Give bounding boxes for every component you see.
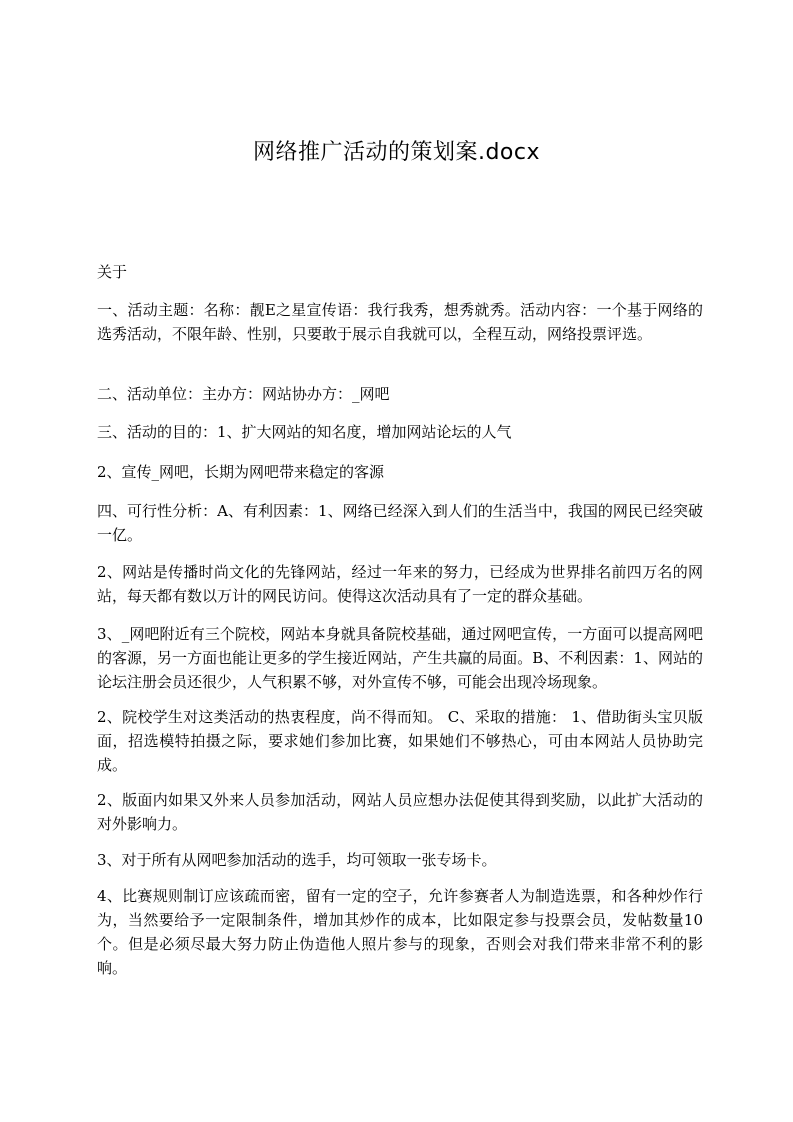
paragraph-promote-cafe: 2、宣传_网吧，长期为网吧带来稳定的客源 — [97, 463, 385, 481]
paragraph-intro: 关于 — [97, 263, 128, 281]
paragraph-competition-rules: 4、比赛规则制订应该疏而密，留有一定的空子，允许参赛者人为制造选票，和各种炒作行为，当然要给予一定限制条件，增加其炒作的成本，比如限定参与投票会员，发帖数量10个。但是必须尽最大努力防止伪造他人照片参与的现象，否则会对我们带来非常不利的影响。 — [97, 887, 703, 977]
paragraph-activity-purpose: 三、活动的目的：1、扩大网站的知名度，增加网站论坛的人气 — [97, 423, 512, 441]
paragraph-activity-organizer: 二、活动单位：主办方：网站协办方：_网吧 — [97, 385, 390, 403]
paragraph-website-status: 2、网站是传播时尚文化的先锋网站，经过一年来的努力，已经成为世界排名前四万名的网站，每天都有数以万计的网民访问。使得这次活动具有了一定的群众基础。 — [97, 563, 703, 605]
paragraph-activity-theme: 一、活动主题：名称：靓E之星宣传语：我行我秀，想秀就秀。活动内容：一个基于网络的选秀活动，不限年龄、性别，只要敢于展示自我就可以，全程互动，网络投票评选。 — [97, 301, 703, 343]
paragraph-outside-participants: 2、版面内如果又外来人员参加活动，网站人员应想办法促使其得到奖励，以此扩大活动的对外影响力。 — [97, 791, 703, 833]
paragraph-cafe-location: 3、_网吧附近有三个院校，网站本身就具备院校基础，通过网吧宣传，一方面可以提高网吧的客源，另一方面也能让更多的学生接近网站，产生共赢的局面。B、不利因素：1、网站的论坛注册会员还很少，人气积累不够，对外宣传不够，可能会出现冷场现象。 — [97, 625, 703, 691]
paragraph-feasibility: 四、可行性分析：A、有利因素：1、网络已经深入到人们的生活当中，我国的网民已经突破一亿。 — [97, 502, 703, 544]
paragraph-measures: 2、院校学生对这类活动的热衷程度，尚不得而知。 C、采取的措施： 1、借助街头宝贝版面，招选模特拍摄之际，要求她们参加比赛，如果她们不够热心，可由本网站人员协助完成。 — [97, 708, 703, 774]
paragraph-special-card: 3、对于所有从网吧参加活动的选手，均可领取一张专场卡。 — [97, 851, 497, 869]
document-title: 网络推广活动的策划案.docx — [252, 140, 541, 165]
